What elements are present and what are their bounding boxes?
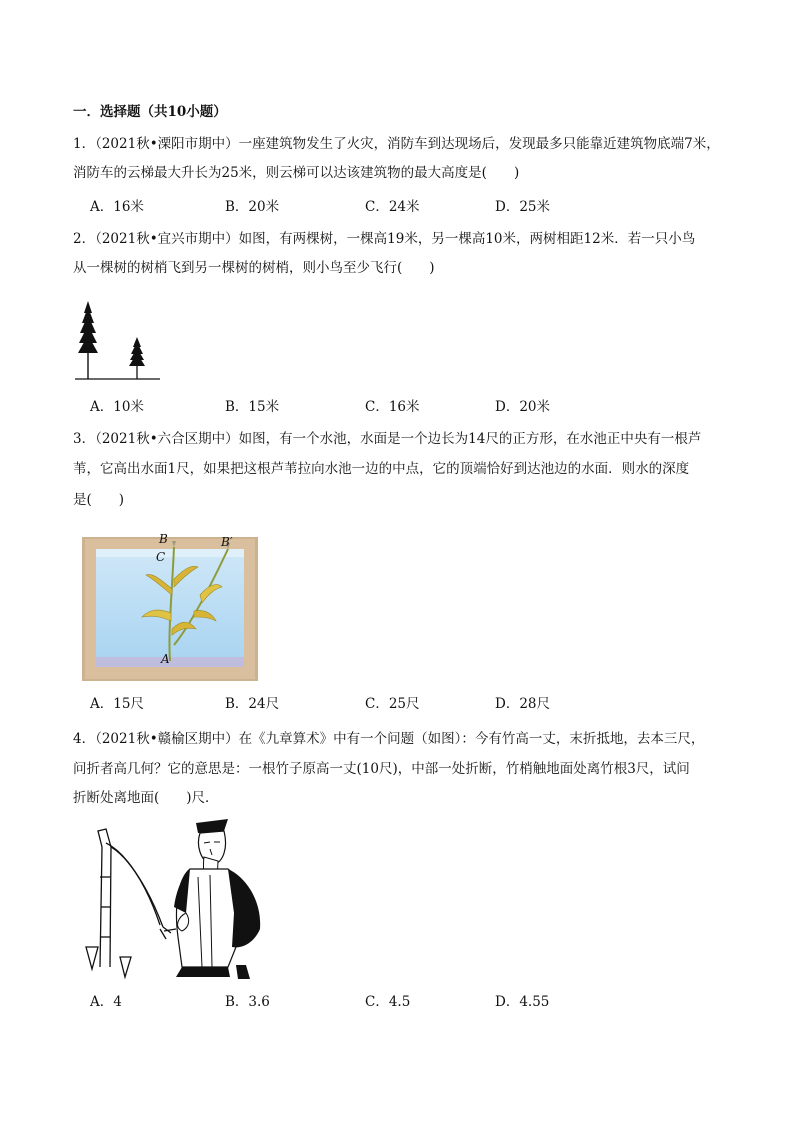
option-c[interactable]: C．24米: [365, 199, 420, 215]
option-d[interactable]: D．4.55: [495, 994, 550, 1010]
question-4-options: [90, 992, 690, 1012]
question-2-line-1: 2．（2021秋•宜兴市期中）如图，有两棵树，一棵高19米，另一棵高10米，两树相距12米．若一只小鸟: [73, 231, 696, 247]
question-1-line-2: 消防车的云梯最大升长为25米，则云梯可以达该建筑物的最大高度是( ): [73, 165, 520, 181]
option-c[interactable]: C．25尺: [365, 696, 420, 712]
question-4-line-3: 折断处离地面( )尺．: [73, 790, 219, 806]
question-4-line-2: 问折者高几何？它的意思是：一根竹子原高一丈(10尺)，中部一处折断，竹梢触地面处离竹根3尺，试问: [73, 761, 690, 777]
tall-tree-icon: [78, 301, 98, 379]
pond-reed-figure: [82, 533, 258, 681]
option-a[interactable]: A．16米: [90, 199, 144, 215]
question-2-options: [90, 397, 690, 417]
option-b[interactable]: B．24尺: [225, 696, 280, 712]
label-c: C: [156, 550, 166, 564]
question-3-line-2: 苇，它高出水面1尺，如果把这根芦苇拉向水池一边的中点，它的顶端恰好到达池边的水面．则水的深度: [73, 461, 690, 477]
two-trees-figure: [72, 297, 164, 383]
option-b[interactable]: B．20米: [225, 199, 280, 215]
section-title: 一．选择题（共10小题）: [73, 104, 227, 120]
short-tree-icon: [129, 337, 145, 379]
label-a: A: [161, 652, 170, 666]
label-b: B: [159, 532, 168, 546]
option-a[interactable]: A．15尺: [90, 696, 144, 712]
question-1-options: [90, 197, 690, 217]
option-d[interactable]: D．28尺: [495, 696, 551, 712]
option-c[interactable]: C．4.5: [365, 994, 411, 1010]
option-b[interactable]: B．15米: [225, 399, 280, 415]
option-c[interactable]: C．16米: [365, 399, 420, 415]
question-1-line-1: 1．（2021秋•溧阳市期中）一座建筑物发生了火灾，消防车到达现场后，发现最多只能靠近建筑物底端7米，: [73, 136, 720, 152]
bamboo-scholar-figure: [78, 817, 268, 985]
question-4-line-1: 4．（2021秋•赣榆区期中）在《九章算术》中有一个问题（如图）：今有竹高一丈，末折抵地，去本三尺，: [73, 731, 705, 747]
question-3-line-1: 3．（2021秋•六合区期中）如图，有一个水池，水面是一个边长为14尺的正方形，在水池正中央有一根芦: [73, 431, 702, 447]
label-b-prime: B′: [221, 535, 233, 549]
scholar-figure-icon: [174, 819, 260, 979]
bamboo-icon: [86, 829, 176, 977]
question-2-line-2: 从一棵树的树梢飞到另一棵树的树梢，则小鸟至少飞行( ): [73, 260, 435, 276]
option-d[interactable]: D．25米: [495, 199, 551, 215]
option-b[interactable]: B．3.6: [225, 994, 270, 1010]
option-a[interactable]: A．4: [90, 994, 122, 1010]
question-3-line-3: 是( ): [73, 492, 125, 508]
question-3-options: [90, 694, 690, 714]
option-d[interactable]: D．20米: [495, 399, 551, 415]
option-a[interactable]: A．10米: [90, 399, 144, 415]
